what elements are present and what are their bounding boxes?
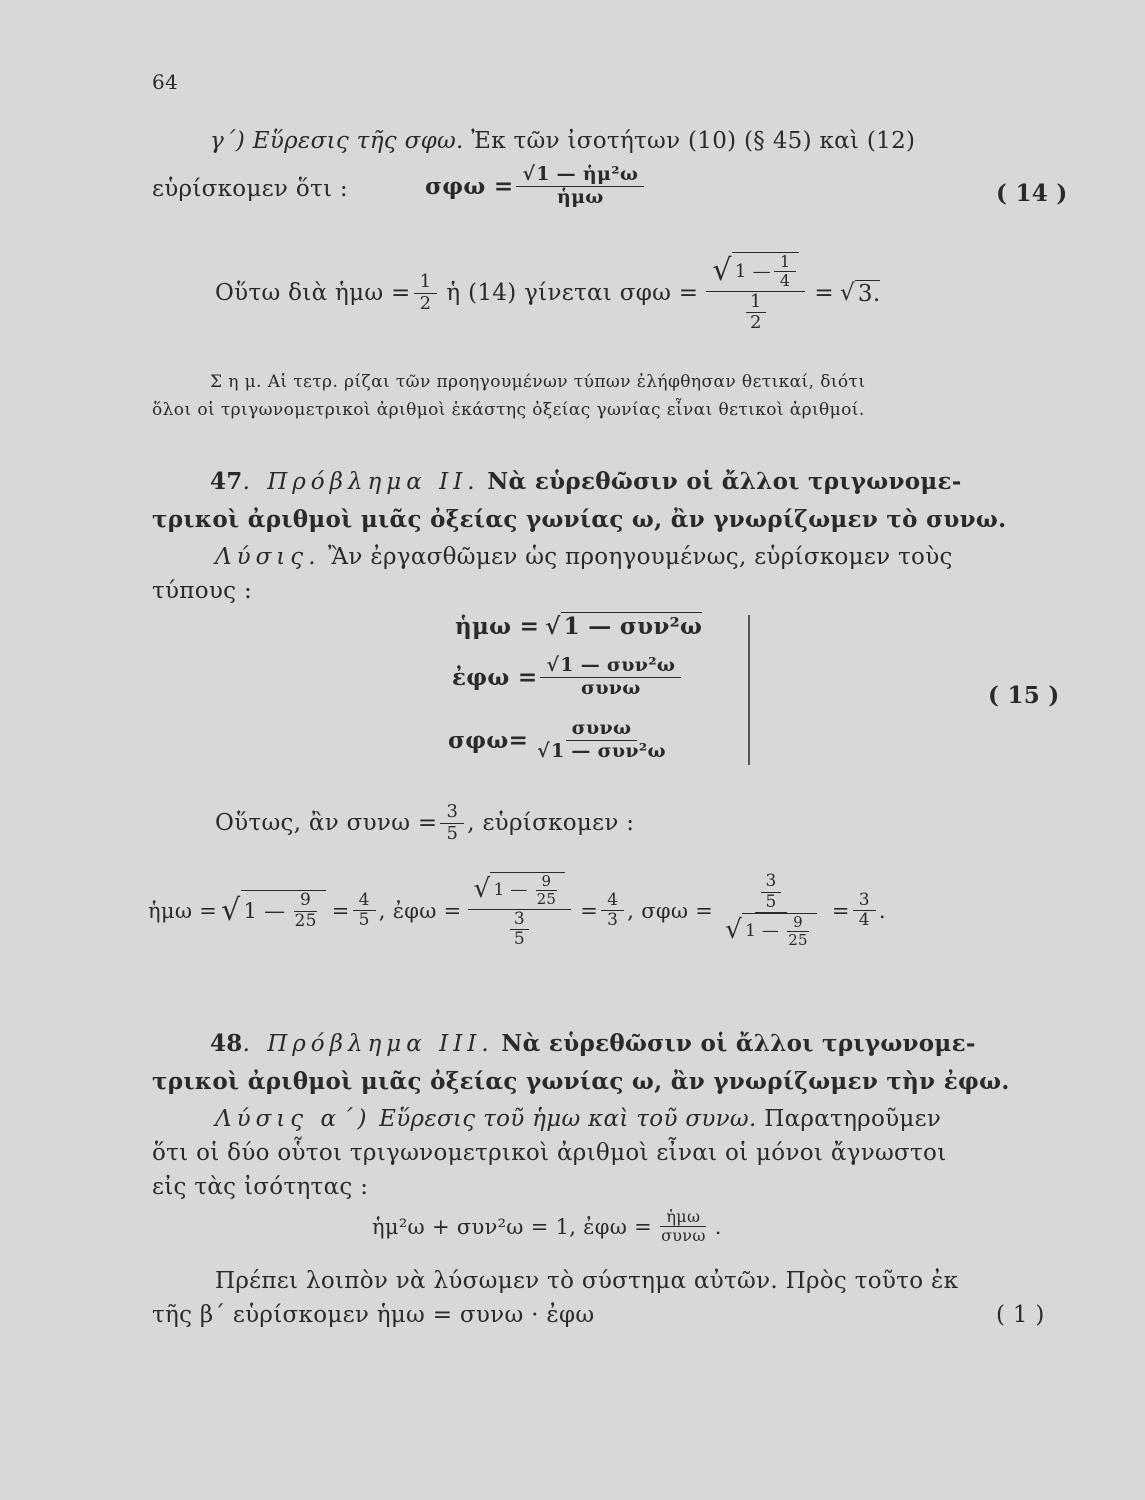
problem-48-title-2: τρικοὶ ἀριθμοὶ μιᾶς ὀξείας γωνίας ω, ἂν γνωρίζωμεν τὴν ἐφω. [152, 1068, 1010, 1095]
comp-1-d: 25 [294, 910, 317, 931]
comp-2-rn: 4 [601, 891, 624, 912]
section-text: Ἐκ τῶν ἰσοτήτων (10) (§ 45) καὶ (12) [471, 128, 916, 154]
comp-3-n: 9 [787, 914, 809, 932]
problem-47-number: 47 [210, 468, 243, 495]
example-14-d-den: 2 [750, 312, 762, 334]
problem-48-solution [215, 1106, 941, 1132]
problem-47-example-b: , εὑρίσκομεν : [467, 810, 635, 837]
formula-14-tag: ( 14 ) [996, 180, 1068, 207]
lead-text: εὑρίσκομεν ὅτι : [152, 176, 348, 202]
problem-48-eq-a: ἡμ²ω + συν²ω = 1, ἐφω = [372, 1214, 653, 1239]
formula-15-row-1: ἡμω = √ 1 — συν²ω [455, 612, 703, 640]
example-14-in1: 1 — [734, 260, 771, 282]
comp-3-nn: 3 [761, 872, 780, 893]
problem-48-number: 48 [210, 1030, 243, 1057]
note-line-1 [210, 372, 865, 392]
formula-14-lhs: σφω = [425, 172, 514, 200]
page-number: 64 [152, 70, 179, 94]
note-text-1: Αἱ τετρ. ρίζαι τῶν προηγουμένων τύπων ἐλήφθησαν θετικαί, διότι [267, 372, 866, 392]
comp-2-lhs: , ἐφω = [378, 898, 462, 923]
comp-2-rd: 3 [607, 910, 619, 931]
comp-2-dn: 3 [510, 910, 529, 931]
comp-3-d: 25 [788, 931, 808, 950]
problem-47-label: . Πρόβλημα ΙΙ. [242, 469, 480, 495]
comp-3-in: 1 — [745, 921, 780, 942]
formula-15-brace [738, 615, 750, 765]
problem-47-heading [210, 468, 962, 495]
note-label: Σ η μ. [210, 372, 262, 392]
comp-1-in: 1 — [243, 899, 286, 924]
problem-48-solution-text: Παρατηροῦμεν [764, 1106, 942, 1132]
problem-48-equation [372, 1208, 722, 1246]
problem-47-example-den: 5 [446, 822, 459, 844]
section-heading-line [210, 128, 915, 154]
comp-3-nd: 5 [765, 891, 777, 912]
example-14-text-a: Οὕτω διὰ ἡμω = [215, 280, 411, 307]
problem-47-example-num: 3 [440, 802, 464, 824]
problem-48-line-3: εἰς τὰς ἰσότητας : [152, 1174, 369, 1200]
comp-2-in: 1 — [493, 879, 528, 900]
example-14-big-den [740, 292, 772, 334]
problem-48-eq-den: συνω [661, 1226, 706, 1246]
comp-2-eq: = [580, 898, 599, 923]
formula-15-r3-fraction [531, 718, 672, 763]
formula-14-numerator: √ 1 — ἡμ²ω [516, 164, 644, 187]
problem-47-example-a: Οὕτως, ἂν συνω = [215, 810, 438, 837]
example-14-in-num: 1 [774, 253, 796, 272]
comp-3-fraction: 3 5 √ 1 — $\frac{9}{25}$ [719, 872, 823, 950]
formula-15-r2-lhs: ἐφω = [452, 663, 538, 691]
formula-15-r2-num: √ 1 — συν²ω [540, 655, 681, 678]
formula-15-row-3 [448, 718, 675, 763]
note-line-2: ὅλοι οἱ τριγωνομετρικοὶ ἀριθμοὶ ἑκάστης ὀξείας γωνίας εἶναι θετικοὶ ἀριθμοί. [152, 400, 865, 420]
problem-48-title-1: Νὰ εὑρεθῶσιν οἱ ἄλλοι τριγωνομε- [501, 1030, 976, 1057]
comp-1-lhs: ἡμω = [148, 898, 218, 923]
formula-14-denominator: ἡμω [556, 185, 604, 208]
comp-1-eq: = [331, 898, 350, 923]
problem-48-eq-end: . [714, 1214, 722, 1239]
example-14-result: 3. [855, 280, 881, 307]
comp-2-fraction: √ 1 — $\frac{9}{25}$ 3 5 [468, 872, 572, 950]
problem-47-solution-text-2: τύπους : [152, 578, 252, 604]
example-14-d-num: 1 [746, 292, 766, 314]
section-heading: γ΄) Εὕρεσις τῆς σφω. [210, 128, 464, 154]
problem-48-heading [210, 1030, 976, 1057]
formula-15-r1-rad: 1 — συν²ω [561, 612, 703, 640]
formula-15-r3-den: √ 1 — συν²ω [531, 741, 672, 763]
problem-47-example-fraction [440, 802, 464, 844]
comp-3-rd: 4 [858, 910, 870, 931]
example-14-big-num: √ 1 — $\frac{1}{4}$ [706, 252, 805, 292]
problem-48-line-5-tag: ( 1 ) [996, 1302, 1045, 1328]
example-14-half-num: 1 [414, 272, 438, 294]
problem-47-solution-label: Λύσις. [215, 544, 321, 570]
comp-1-rd: 5 [358, 910, 370, 931]
formula-15-tag: ( 15 ) [988, 682, 1060, 709]
problem-47-computations: ἡμω = √ 1 — $\frac{9}{25}$ = $\frac{4}{5}$ , ἐφω = √ 1 — $\frac{9}{25}$ 3 5 = $\frac{4}{3}$ , σφω = 3 5 √ 1 — $\frac{9}{25}$ = $\frac{3}{4}$ . [148, 871, 886, 950]
problem-48-eq-num: ἡμω [660, 1208, 706, 1227]
comp-2-dd: 5 [513, 929, 525, 950]
comp-1-rn: 4 [353, 891, 376, 912]
problem-47-title-1: Νὰ εὑρεθῶσιν οἱ ἄλλοι τριγωνομε- [487, 468, 962, 495]
problem-47-solution [215, 544, 953, 570]
example-14-half-den: 2 [419, 292, 432, 314]
comp-2-n: 9 [536, 873, 558, 891]
problem-48-line-2: ὅτι οἱ δύο οὗτοι τριγωνομετρικοὶ ἀριθμοὶ εἶναι οἱ μόνοι ἄγνωστοι [152, 1140, 947, 1166]
comp-1-n: 9 [294, 891, 317, 912]
formula-15-row-2 [452, 655, 684, 700]
formula-15-r2-den: συνω [581, 676, 641, 699]
comp-3-eq: = [831, 898, 850, 923]
formula-15-r2-fraction [540, 655, 681, 700]
example-14-text-b: ἡ (14) γίνεται σφω = [446, 280, 699, 307]
problem-48-line-5: τῆς β΄ εὑρίσκομεν ἡμω = συνω · ἐφω [152, 1302, 595, 1328]
problem-48-eq-fraction [655, 1208, 712, 1246]
formula-14 [425, 164, 647, 209]
example-14-in-den: 4 [779, 271, 791, 291]
problem-48-solution-label: Λύσις α΄) [215, 1106, 372, 1132]
example-14-big-fraction [706, 252, 805, 334]
comp-3-lhs: , σφω = [627, 898, 714, 923]
example-14-half [414, 272, 438, 314]
comp-3-rn: 3 [853, 891, 876, 912]
formula-15-r1-lhs: ἡμω = [455, 612, 540, 640]
example-14-eq: = [814, 280, 834, 307]
problem-48-solution-italic: Εὕρεσις τοῦ ἡμω καὶ τοῦ συνω. [379, 1106, 757, 1132]
comp-2-d: 25 [536, 890, 557, 909]
formula-14-fraction [516, 164, 644, 209]
example-14: Οὕτω διὰ ἡμω = $\frac{1}{2}$ ἡ (14) γίνεται σφω = √ 1 — $\frac{1}{4}$ $\frac{1}{2}$ = √ 3. [215, 252, 881, 334]
problem-47-solution-text: Ἂν ἐργασθῶμεν ὡς προηγουμένως, εὑρίσκομεν τοὺς [328, 544, 953, 570]
formula-15-r3-lhs: σφω= [448, 726, 529, 754]
formula-15-r3-num: συνω [566, 718, 638, 741]
problem-48-line-4: Πρέπει λοιπὸν νὰ λύσωμεν τὸ σύστημα αὐτῶν. Πρὸς τοῦτο ἐκ [215, 1268, 959, 1294]
problem-47-example [215, 802, 634, 844]
problem-47-title-2: τρικοὶ ἀριθμοὶ μιᾶς ὀξείας γωνίας ω, ἂν γνωρίζωμεν τὸ συνω. [152, 506, 1007, 533]
problem-48-label: . Πρόβλημα ΙΙΙ. [242, 1031, 494, 1057]
